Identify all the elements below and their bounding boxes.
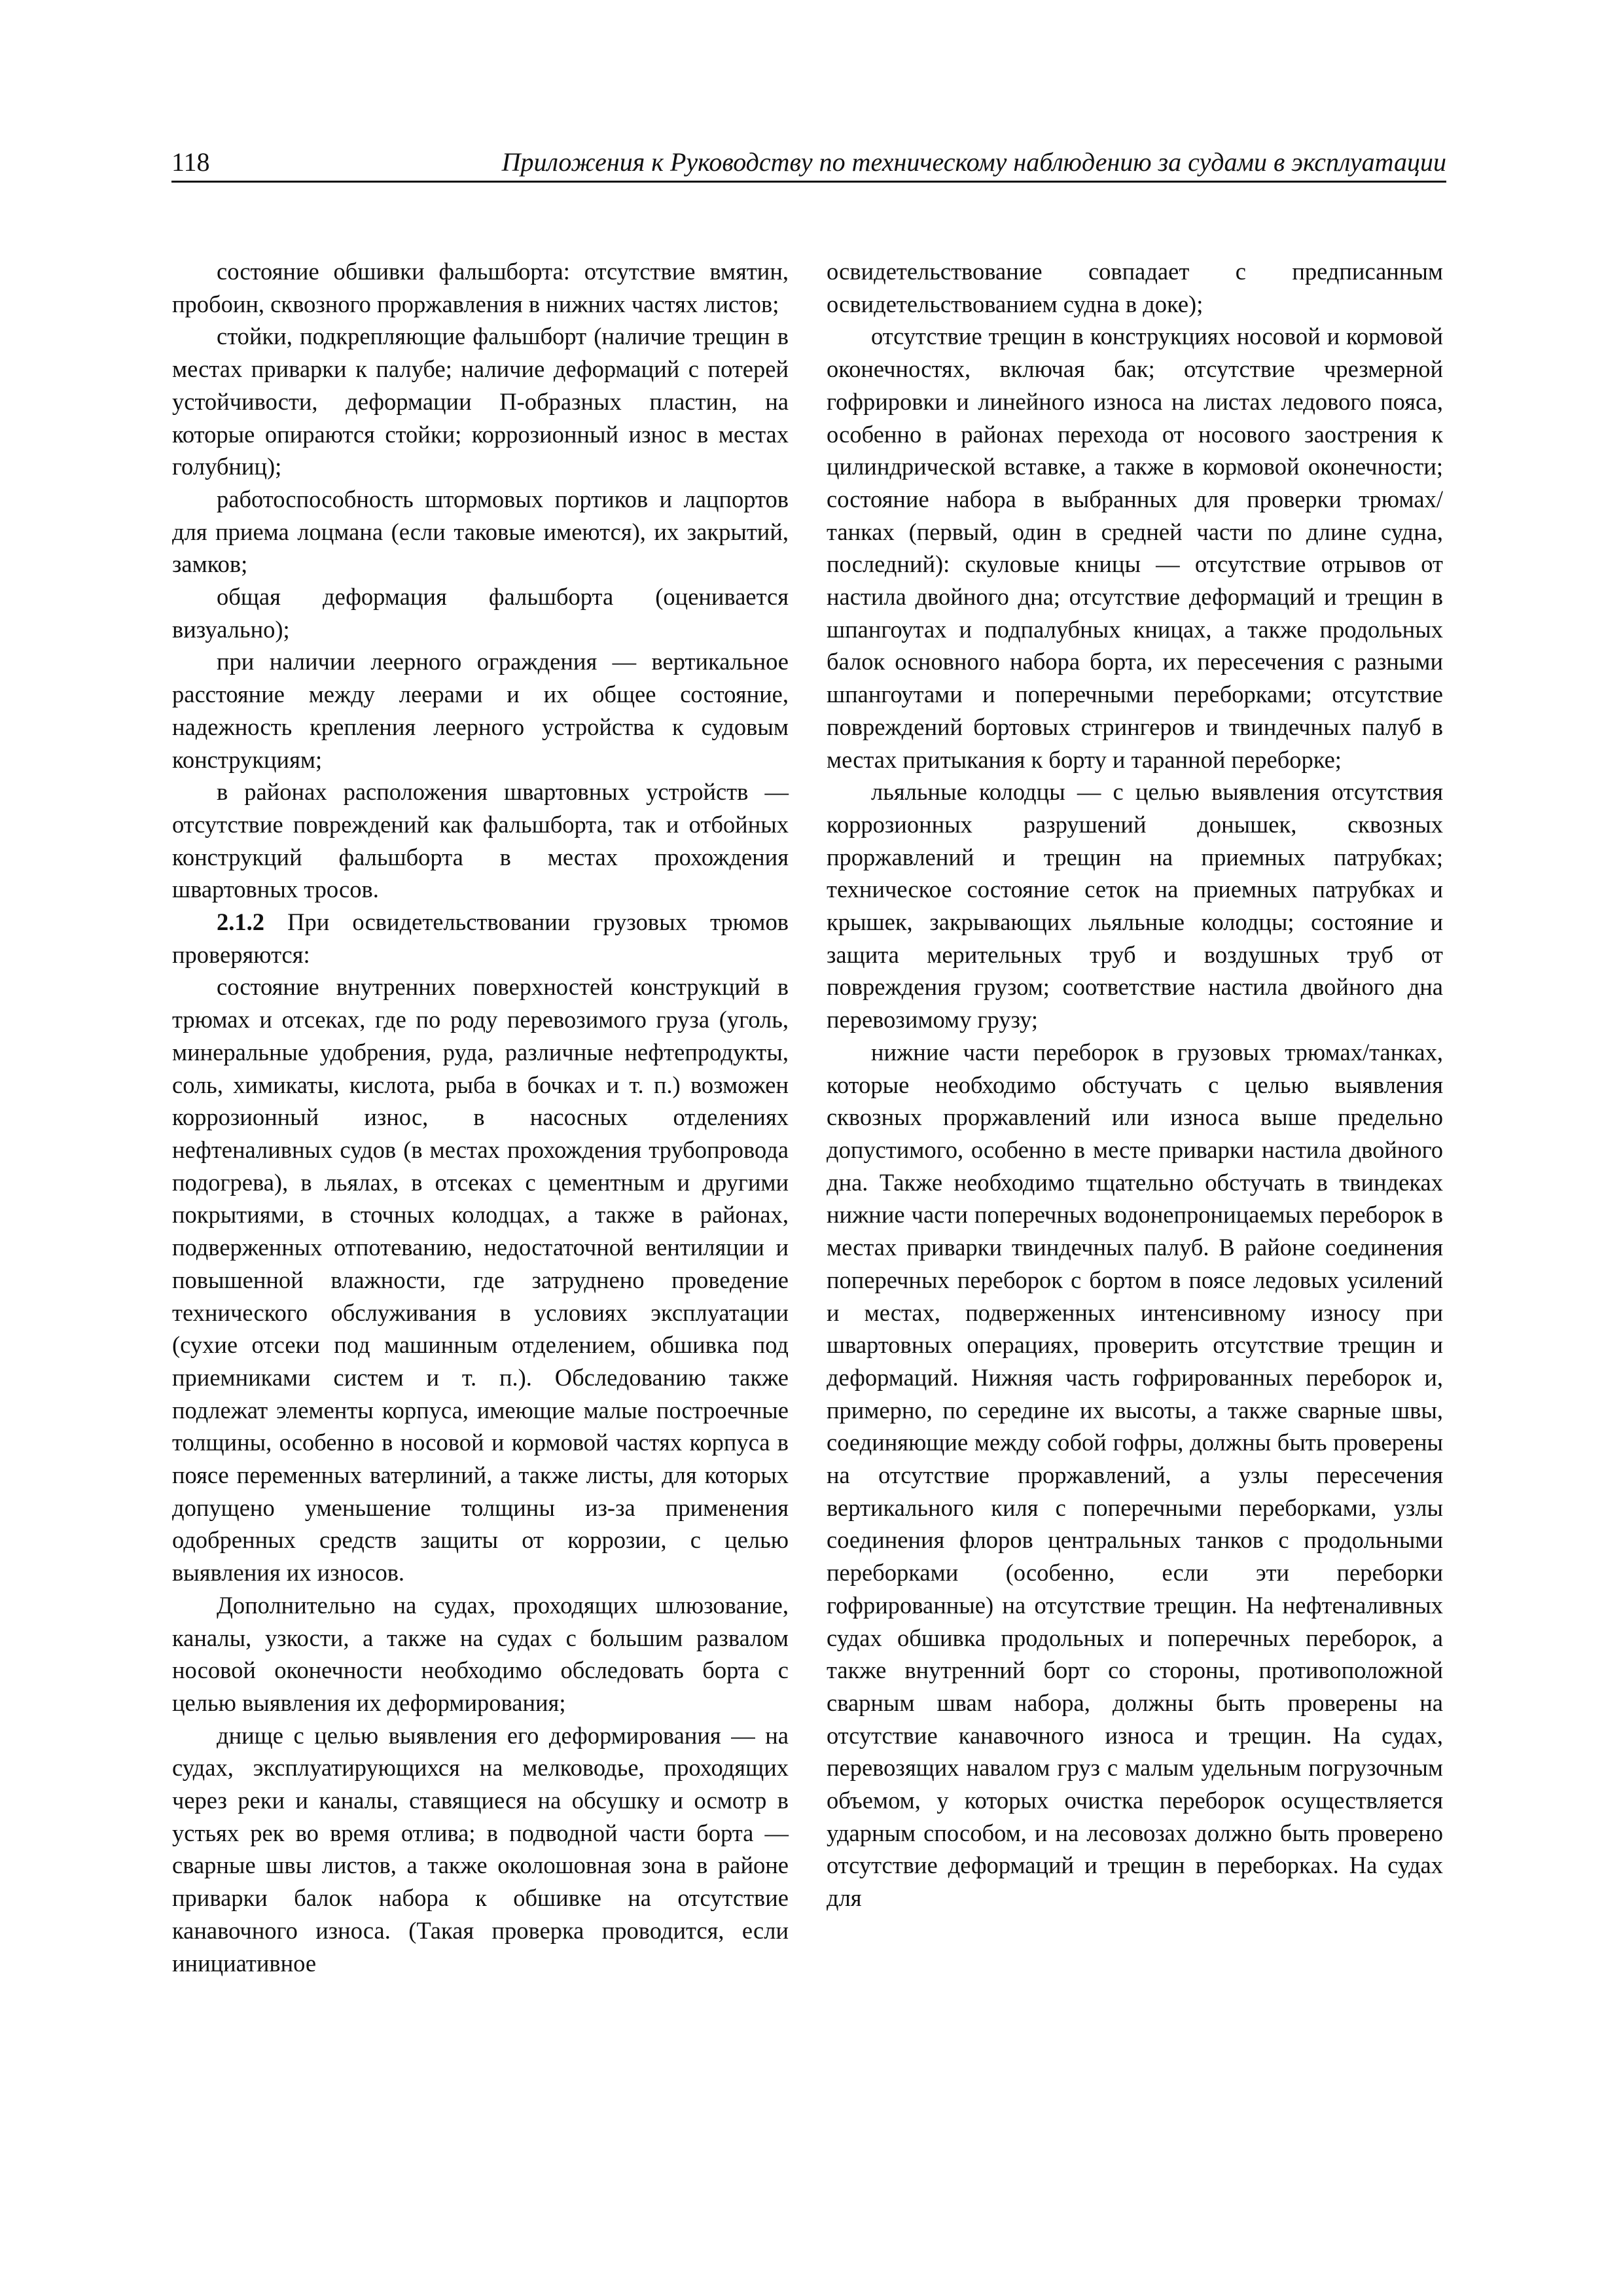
paragraph: Дополнительно на судах, проходящих шлюзование, каналы, узкости, а также на судах с большим развалом носовой оконечности необходимо обследовать борта с целью выявления их деформирования; [172, 1591, 789, 1716]
paragraph: льяльные колодцы — с целью выявления отсутствия коррозионных разрушений донышек, сквозных проржавлений и трещин на приемных патрубках; техническое состояние сеток на приемных патрубках и крышек, закрывающих льяльные колодцы; состояние и защита мерительных труб и воздушных труб от повреждения грузом; соответствие настила двойного дна перевозимому грузу; [827, 778, 1443, 1033]
section-number: 2.1.2 [217, 908, 264, 936]
paragraph: днище с целью выявления его деформирования — на судах, эксплуатирующихся на мелководье, проходящих через реки и каналы, ставящиеся на обсушку и осмотр в устьях рек во время отлива; в подводной части борта — сварные швы листов, а также околошовная зона в районе приварки балок набора к обшивке на отсутствие канавочного износа. (Такая проверка проводится, если инициативное [172, 1721, 789, 1977]
paragraph: состояние внутренних поверхностей конструкций в трюмах и отсеках, где по роду перевозимого груза (уголь, минеральные удобрения, руда, различные нефтепродукты, соль, химикаты, кислота, рыба в бочках и т. п.) возможен коррозионный износ, в насосных отделениях нефтеналивных судов (в местах прохождения трубопровода подогрева), в льялах, в отсеках с цементным и другими покрытиями, в сточных колодцах, а также в районах, подверженных отпотеванию, недостаточной вентиляции и повышенной влажности, где затруднено проведение технического обслуживания в условиях эксплуатации (сухие отсеки под машинным отделением, обшивка под приемниками систем и т. п.). Обследованию также подлежат элементы корпуса, имеющие малые построечные толщины, особенно в носовой и кормовой частях корпуса в поясе переменных ватерлиний, а также листы, для которых допущено уменьшение толщины из-за применения одобренных средств защиты от коррозии, с целью выявления их износов. [172, 973, 789, 1587]
section-text: При освидетельствовании грузовых трюмов проверяются: [172, 908, 789, 968]
paragraph: в районах расположения швартовных устройств — отсутствие повреждений как фальшборта, так и отбойных конструкций фальшборта в местах прохождения швартовных тросов. [172, 778, 789, 903]
paragraph: при наличии леерного ограждения — вертикальное расстояние между леерами и их общее состояние, надежность крепления леерного устройства к судовым конструкциям; [172, 648, 789, 773]
paragraph-continued: освидетельствование совпадает с предписанным освидетельствованием судна в доке); [827, 258, 1443, 317]
page-header [171, 144, 1446, 183]
left-column [172, 255, 789, 1979]
section-heading-paragraph [172, 906, 789, 971]
paragraph: отсутствие трещин в конструкциях носовой и кормовой оконечностях, включая бак; отсутствие чрезмерной гофрировки и линейного износа на листах ледового пояса, особенно в районах перехода от носового заострения к цилиндрической вставке, а также в кормовой оконечности; состояние набора в выбранных для проверки трюмах/танках (первый, один в средней части по длине судна, последний): скуловые кницы — отсутствие отрывов от настила двойного дна; отсутствие деформаций и трещин в шпангоутах и подпалубных кницах, а также продольных балок основного набора борта, их пересечения с разными шпангоутами и поперечными переборками; отсутствие повреждений бортовых стрингеров и твиндечных палуб в местах притыкания к борту и таранной переборке; [827, 323, 1443, 773]
paragraph: состояние обшивки фальшборта: отсутствие вмятин, пробоин, сквозного проржавления в нижних частях листов; [172, 258, 789, 317]
running-title: Приложения к Руководству по техническому наблюдению за судами в эксплуатации [501, 147, 1446, 177]
right-column [827, 255, 1443, 1914]
page-number: 118 [171, 147, 210, 177]
paragraph: общая деформация фальшборта (оценивается визуально); [172, 583, 789, 643]
paragraph: нижние части переборок в грузовых трюмах/танках, которые необходимо обстучать с целью выявления сквозных проржавлений или износа выше предельно допустимого, особенно в месте приварки настила двойного дна. Также необходимо тщательно обстучать в твиндеках нижние части поперечных водонепроницаемых переборок в местах приварки твиндечных палуб. В районе соединения поперечных переборок с бортом в поясе ледовых усилений и местах, подверженных интенсивному износу при швартовных операциях, проверить отсутствие трещин и деформаций. Нижняя часть гофрированных переборок и, примерно, по середине их высоты, а также сварные швы, соединяющие между собой гофры, должны быть проверены на отсутствие проржавлений, а узлы пересечения вертикального киля с поперечными переборками, узлы соединения флоров центральных танков с продольными переборками (особенно, если эти переборки гофрированные) на отсутствие трещин. На нефтеналивных судах обшивка продольных и поперечных переборок, а также внутренний борт со стороны, противоположной сварным швам набора, должны быть проверены на отсутствие канавочного износа и трещин. На судах, перевозящих навалом груз с малым удельным погрузочным объемом, у которых очистка переборок осуществляется ударным способом, и на лесовозах должно быть проверено отсутствие деформаций и трещин в переборках. На судах для [827, 1038, 1443, 1912]
paragraph: стойки, подкрепляющие фальшборт (наличие трещин в местах приварки к палубе; наличие деформаций с потерей устойчивости, деформации П-образных пластин, на которые опираются стойки; коррозионный износ в местах голубниц); [172, 323, 789, 480]
paragraph: работоспособность штормовых портиков и лацпортов для приема лоцмана (если таковые имеются), их закрытий, замков; [172, 485, 789, 578]
